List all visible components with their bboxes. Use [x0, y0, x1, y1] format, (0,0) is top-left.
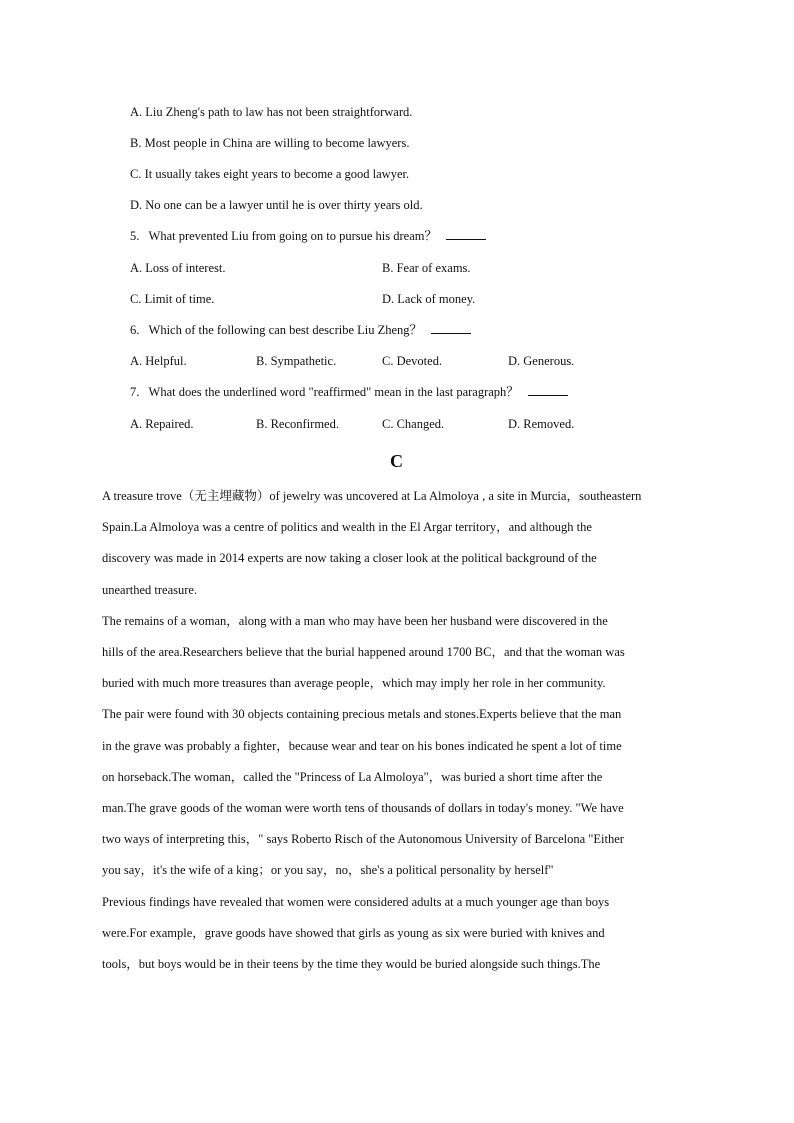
passage-line: two ways of interpreting this，" says Roberto Risch of the Autonomous University of Barcelona "Either — [102, 832, 624, 847]
question-number: 6. — [130, 323, 140, 337]
q7-option-d — [508, 416, 574, 432]
q4-option-b — [130, 135, 409, 151]
q7-option-b — [256, 416, 339, 432]
q5-option-c — [130, 291, 214, 307]
option-letter: D. — [382, 292, 395, 306]
option-text: Helpful. — [145, 354, 187, 368]
option-letter: D. — [508, 354, 521, 368]
question-number: 7. — [130, 385, 140, 399]
option-text: It usually takes eight years to become a good lawyer. — [144, 167, 410, 181]
passage-line: man.The grave goods of the woman were worth tens of thousands of dollars in today's money. "We have — [102, 801, 624, 816]
q5-option-a — [130, 260, 225, 276]
option-letter: B. — [256, 354, 268, 368]
passage-line: unearthed treasure. — [102, 582, 198, 597]
question-6 — [130, 322, 471, 338]
passage-line: in the grave was probably a fighter，because wear and tear on his bones indicated he spent a lot of time — [102, 738, 622, 753]
option-letter: C. — [382, 417, 394, 431]
option-letter: A. — [130, 261, 143, 275]
question-5 — [130, 228, 486, 244]
reading-passage — [102, 481, 702, 980]
q4-option-a — [130, 104, 412, 120]
question-number: 5. — [130, 229, 140, 243]
option-text: Removed. — [523, 417, 575, 431]
option-letter: A. — [130, 105, 143, 119]
passage-line: The remains of a woman，along with a man who may have been her husband were discovered in the — [102, 613, 608, 628]
passage-line: Previous findings have revealed that women were considered adults at a much younger age than boys — [102, 894, 610, 909]
q6-option-c — [382, 353, 442, 369]
option-letter: C. — [130, 167, 142, 181]
option-text: Generous. — [523, 354, 575, 368]
q7-option-a — [130, 416, 194, 432]
q5-option-d — [382, 291, 475, 307]
option-text: Reconfirmed. — [270, 417, 339, 431]
option-text: Liu Zheng's path to law has not been straightforward. — [145, 105, 413, 119]
q4-option-c — [130, 166, 409, 182]
passage-line: hills of the area.Researchers believe that the burial happened around 1700 BC，and that the woman was — [102, 645, 625, 660]
question-stem: What does the underlined word "reaffirmed" mean in the last paragraph？ — [148, 385, 519, 399]
question-stem: Which of the following can best describe Liu Zheng？ — [148, 323, 423, 337]
option-text: Repaired. — [145, 417, 194, 431]
option-letter: B. — [256, 417, 268, 431]
option-text: Devoted. — [396, 354, 443, 368]
q6-option-b — [256, 353, 336, 369]
passage-line: were.For example，grave goods have showed that girls as young as six were buried with knives and — [102, 925, 605, 940]
option-letter: C. — [130, 292, 142, 306]
option-letter: D. — [508, 417, 521, 431]
q4-option-d — [130, 197, 423, 213]
q5-option-b — [382, 260, 471, 276]
passage-line: Spain.La Almoloya was a centre of politics and wealth in the El Argar territory，and although the — [102, 520, 592, 535]
question-stem: What prevented Liu from going on to pursue his dream？ — [148, 229, 438, 243]
option-letter: B. — [130, 136, 142, 150]
passage-line: you say，it's the wife of a king；or you say，no，she's a political personality by herself" — [102, 863, 554, 878]
option-text: Loss of interest. — [145, 261, 226, 275]
option-letter: A. — [130, 417, 143, 431]
option-text: Sympathetic. — [270, 354, 337, 368]
passage-line: on horseback.The woman，called the "Princess of La Almoloya"，was buried a short time after the — [102, 769, 603, 784]
q7-option-c — [382, 416, 444, 432]
answer-blank[interactable] — [446, 229, 486, 240]
passage-line: discovery was made in 2014 experts are now taking a closer look at the political background of the — [102, 551, 597, 566]
option-text: Limit of time. — [144, 292, 215, 306]
q6-option-a — [130, 353, 187, 369]
option-text: Changed. — [396, 417, 445, 431]
option-text: No one can be a lawyer until he is over thirty years old. — [145, 198, 423, 212]
passage-line: The pair were found with 30 objects containing precious metals and stones.Experts believe that the man — [102, 707, 622, 722]
option-text: Fear of exams. — [396, 261, 471, 275]
section-title: C — [390, 451, 403, 471]
passage-line: tools，but boys would be in their teens by the time they would be buried alongside such things.The — [102, 957, 601, 972]
answer-blank[interactable] — [528, 385, 568, 396]
question-7 — [130, 384, 568, 400]
option-letter: C. — [382, 354, 394, 368]
option-text: Lack of money. — [397, 292, 476, 306]
option-text: Most people in China are willing to become lawyers. — [144, 136, 410, 150]
answer-blank[interactable] — [431, 323, 471, 334]
option-letter: B. — [382, 261, 394, 275]
passage-line: A treasure trove（无主埋藏物）of jewelry was uncovered at La Almoloya , a site in Murcia，southeastern — [102, 489, 642, 503]
option-letter: D. — [130, 198, 143, 212]
option-letter: A. — [130, 354, 143, 368]
q6-option-d — [508, 353, 574, 369]
passage-line: buried with much more treasures than average people，which may imply her role in her community. — [102, 676, 606, 691]
